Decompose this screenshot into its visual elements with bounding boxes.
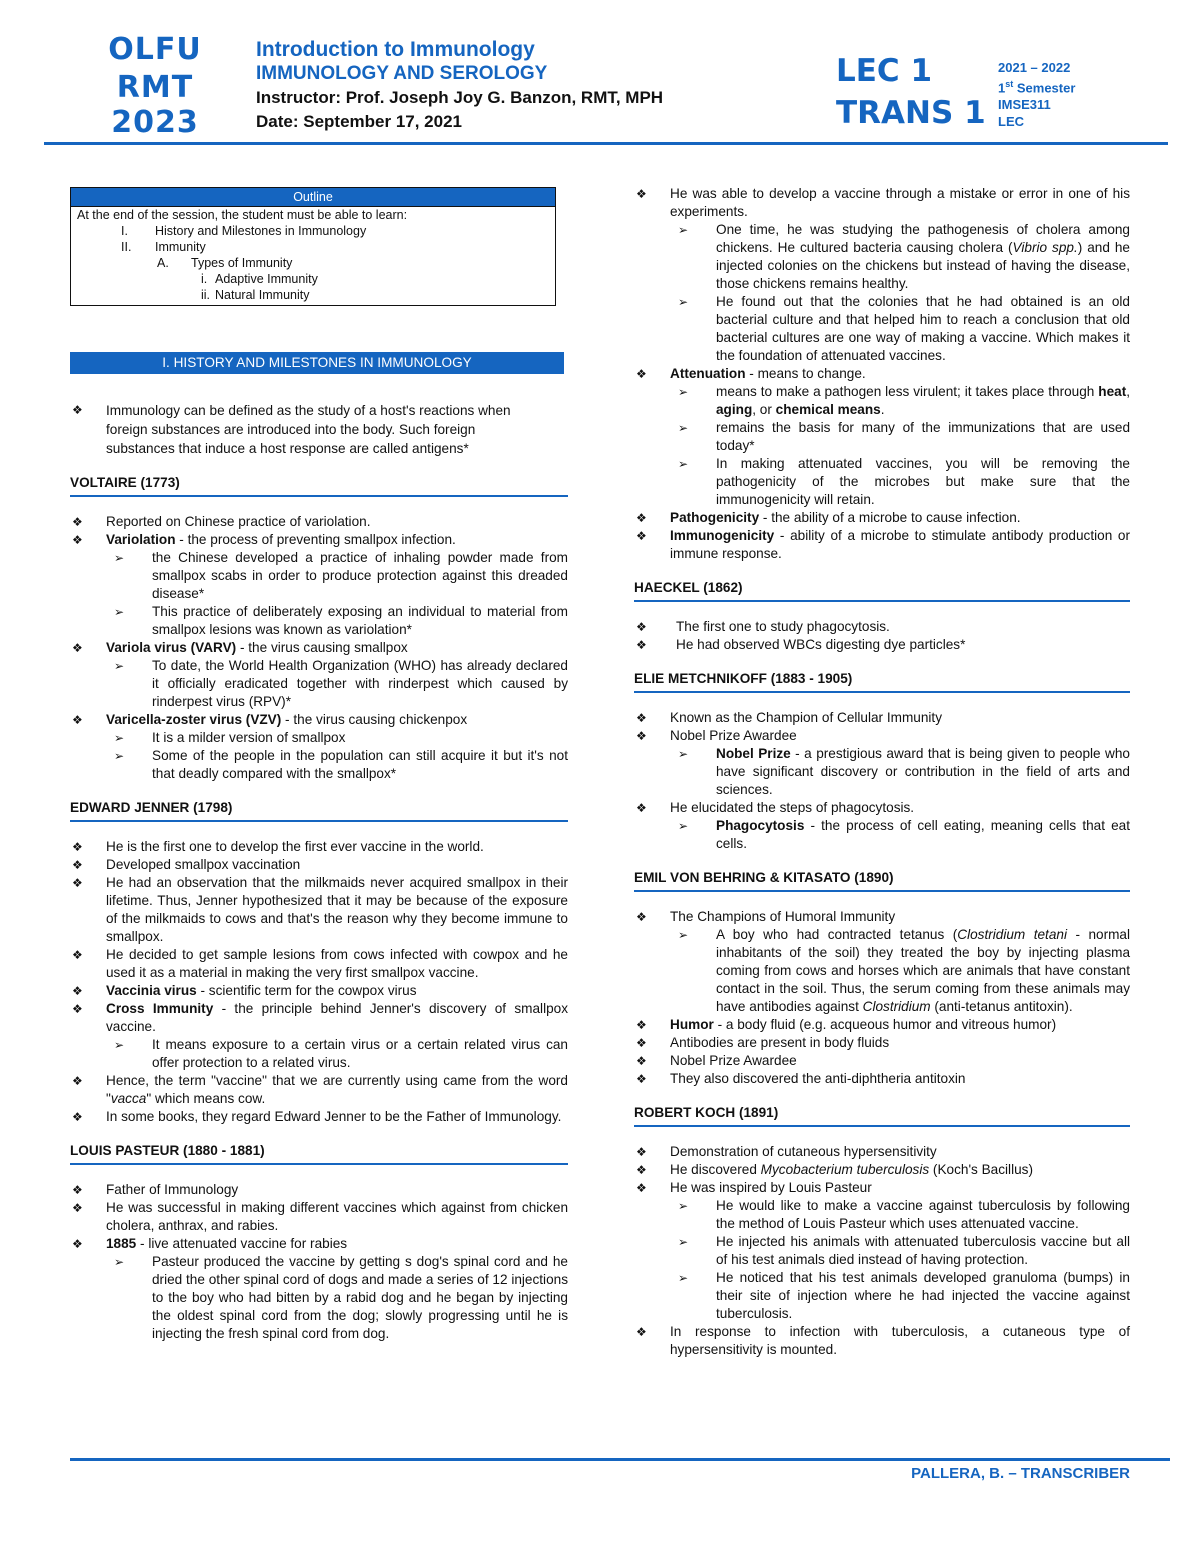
semester: 1st Semester [998,79,1076,96]
outline-item: ii. Natural Immunity [201,288,310,302]
bullet: ❖ He elucidated the steps of phagocytosis. [634,799,1130,817]
bullet: ❖ They also discovered the anti-diphtheria antitoxin [634,1070,1130,1088]
bullet: ❖ In response to infection with tuberculosis, a cutaneous type of hypersensitivity is mounted. [634,1323,1130,1359]
sub-bullet: ➢ To date, the World Health Organization (WHO) has already declared it officially eradicated together with rinderpest which caused by rinderpest virus (RPV)* [70,657,568,711]
bullet: ❖ He is the first one to develop the first ever vaccine in the world. [70,838,568,856]
bullet: ❖ Vaccinia virus - scientific term for the cowpox virus [70,982,568,1000]
right-column [634,185,1130,1359]
bullet: ❖ He was inspired by Louis Pasteur [634,1179,1130,1197]
section-banner: I. HISTORY AND MILESTONES IN IMMUNOLOGY [70,352,564,374]
bullet: ❖ Variolation - the process of preventing smallpox infection. [70,531,568,549]
sub-bullet: ➢ He noticed that his test animals developed granuloma (bumps) in their site of injection where he had injected the vaccine against tuberculosis. [634,1269,1130,1323]
course-code: IMSE311 [998,97,1051,113]
lecture-number [836,50,986,134]
sub-bullet: ➢ Nobel Prize - a prestigious award that is being given to people who have significant discovery or contribution in the field of arts and sciences. [634,745,1130,799]
outline-item: A. Types of Immunity [157,256,293,270]
sub-bullet: ➢ One time, he was studying the pathogenesis of cholera among chickens. He cultured bacteria causing cholera (Vibrio spp.) and he injected colonies on the chickens but instead of having the disease, those chickens remains healthy. [634,221,1130,293]
bullet: ❖ He discovered Mycobacterium tuberculosis (Koch's Bacillus) [634,1161,1130,1179]
bullet: ❖ Pathogenicity - the ability of a microbe to cause infection. [634,509,1130,527]
sub-bullet: ➢ It is a milder version of smallpox [70,729,568,747]
bullet: ❖ He had observed WBCs digesting dye particles* [634,636,1130,654]
section-jenner: EDWARD JENNER (1798) [70,799,568,822]
section-koch: ROBERT KOCH (1891) [634,1104,1130,1127]
outline-item: i. Adaptive Immunity [201,272,318,286]
bullet: ❖ Immunogenicity - ability of a microbe to stimulate antibody production or immune response. [634,527,1130,563]
bullet: ❖ The Champions of Humoral Immunity [634,908,1130,926]
bullet: ❖ Father of Immunology [70,1181,568,1199]
bullet: ❖ He was able to develop a vaccine through a mistake or error in one of his experiments. [634,185,1130,221]
bullet: ❖ He decided to get sample lesions from cows infected with cowpox and he used it as a material in making the very first smallpox vaccine. [70,946,568,982]
outline-intro: At the end of the session, the student must be able to learn: [77,208,408,222]
bullet: ❖ Cross Immunity - the principle behind Jenner's discovery of smallpox vaccine. [70,1000,568,1036]
bullet: ❖ Demonstration of cutaneous hypersensitivity [634,1143,1130,1161]
bullet: ❖ Known as the Champion of Cellular Immunity [634,709,1130,727]
section-metchnikoff: ELIE METCHNIKOFF (1883 - 1905) [634,670,1130,693]
trans-label: TRANS 1 [836,95,986,131]
course-info [256,38,663,134]
sub-bullet: ➢ means to make a pathogen less virulent; it takes place through heat, aging, or chemical means. [634,383,1130,419]
bullet: ❖ He had an observation that the milkmaids never acquired smallpox in their lifetime. Thus, Jenner hypothesized that it may be because of the exposure of the milkmaids to cows and that's the reason why they become immune to smallpox. [70,874,568,946]
bullet: ❖ Varicella-zoster virus (VZV) - the virus causing chickenpox [70,711,568,729]
sub-bullet: ➢ Some of the people in the population can still acquire it but it's not that deadly compared with the smallpox* [70,747,568,783]
bullet: ❖ Nobel Prize Awardee [634,727,1130,745]
sub-bullet: ➢ This practice of deliberately exposing an individual to material from smallpox lesions was known as variolation* [70,603,568,639]
course-type: LEC [998,114,1024,130]
outline-item: I. History and Milestones in Immunology [121,224,367,238]
section-behring: EMIL VON BEHRING & KITASATO (1890) [634,869,1130,892]
bullet: ❖ Hence, the term "vaccine" that we are currently using came from the word "vacca" which means cow. [70,1072,568,1108]
sub-bullet: ➢ Pasteur produced the vaccine by getting s dog's spinal cord and he dried the other spinal cord of dogs and made a series of 12 injections to the boy who had bitten by a rabid dog and he began by injecting the oldest spinal cord from the dog; slowly progressing until he is injecting the fresh spinal cord from dog. [70,1253,568,1343]
transcriber-credit: PALLERA, B. – TRANSCRIBER [911,1465,1130,1482]
course-title: Introduction to Immunology [256,38,535,61]
bullet: ❖ Attenuation - means to change. [634,365,1130,383]
school-name: OLFU [108,32,202,67]
lec-label: LEC 1 [836,53,933,89]
bullet: ❖ The first one to study phagocytosis. [634,618,1130,636]
bullet: ❖ He was successful in making different vaccines which against from chicken cholera, anthrax, and rabies. [70,1199,568,1235]
footer-rule [70,1458,1170,1461]
instructor: Instructor: Prof. Joseph Joy G. Banzon, RMT, MPH [256,88,664,107]
sub-bullet: ➢ the Chinese developed a practice of inhaling powder made from smallpox scabs in order to produce protection against this dreaded disease* [70,549,568,603]
bullet: ❖ In some books, they regard Edward Jenner to be the Father of Immunology. [70,1108,568,1126]
sub-bullet: ➢ He found out that the colonies that he had obtained is an old bacterial culture and that helped him to reach a conclusion that old bacterial cultures are one way of making a vaccine. Which makes it the foundation of attenuated vaccines. [634,293,1130,365]
sub-bullet: ➢ remains the basis for many of the immunizations that are used today* [634,419,1130,455]
school-year: 2021 – 2022 [998,60,1071,75]
course-meta [998,59,1075,130]
sub-bullet: ➢ He injected his animals with attenuated tuberculosis vaccine but all of his test animals died instead of having protection. [634,1233,1130,1269]
section-pasteur: LOUIS PASTEUR (1880 - 1881) [70,1142,568,1165]
sub-bullet: ➢ It means exposure to a certain virus or a certain related virus can offer protection to a related virus. [70,1036,568,1072]
bullet: ❖ Humor - a body fluid (e.g. acqueous humor and vitreous humor) [634,1016,1130,1034]
sub-bullet: ➢ He would like to make a vaccine against tuberculosis by following the method of Louis Pasteur which uses attenuated vaccine. [634,1197,1130,1233]
sub-bullet: ➢ A boy who had contracted tetanus (Clostridium tetani - normal inhabitants of the soil) they treated the boy by injecting plasma coming from cows and horses which are animals that have constant contact in the soil. Thus, the serum coming from these animals may have antibodies against Clostridium (anti-tetanus antitoxin). [634,926,1130,1016]
bullet: ❖ Variola virus (VARV) - the virus causing smallpox [70,639,568,657]
header-rule [44,142,1168,145]
bullet: ❖ Reported on Chinese practice of variolation. [70,513,568,531]
section-voltaire: VOLTAIRE (1773) [70,474,568,497]
outline-item: II. Immunity [121,240,206,254]
section-haeckel: HAECKEL (1862) [634,579,1130,602]
bullet: ❖ Antibodies are present in body fluids [634,1034,1130,1052]
subject-title: IMMUNOLOGY AND SEROLOGY [256,63,548,84]
outline-box [70,187,556,306]
batch-name: RMT 2023 [111,70,199,140]
sub-bullet: ➢ In making attenuated vaccines, you will be removing the pathogenicity of the microbes but make sure that the immunogenicity will retain. [634,455,1130,509]
sub-bullet: ➢ Phagocytosis - the process of cell eating, meaning cells that eat cells. [634,817,1130,853]
outline-title: Outline [71,188,555,207]
bullet: ❖ Developed smallpox vaccination [70,856,568,874]
bullet: ❖ Nobel Prize Awardee [634,1052,1130,1070]
lecture-date: Date: September 17, 2021 [256,112,462,131]
left-column [70,187,568,1343]
bullet: ❖ 1885 - live attenuated vaccine for rabies [70,1235,568,1253]
intro-bullet: ❖ Immunology can be defined as the study of a host's reactions when foreign substances are introduced into the body. Such foreign substances that induce a host response are called antigens* [70,401,568,458]
